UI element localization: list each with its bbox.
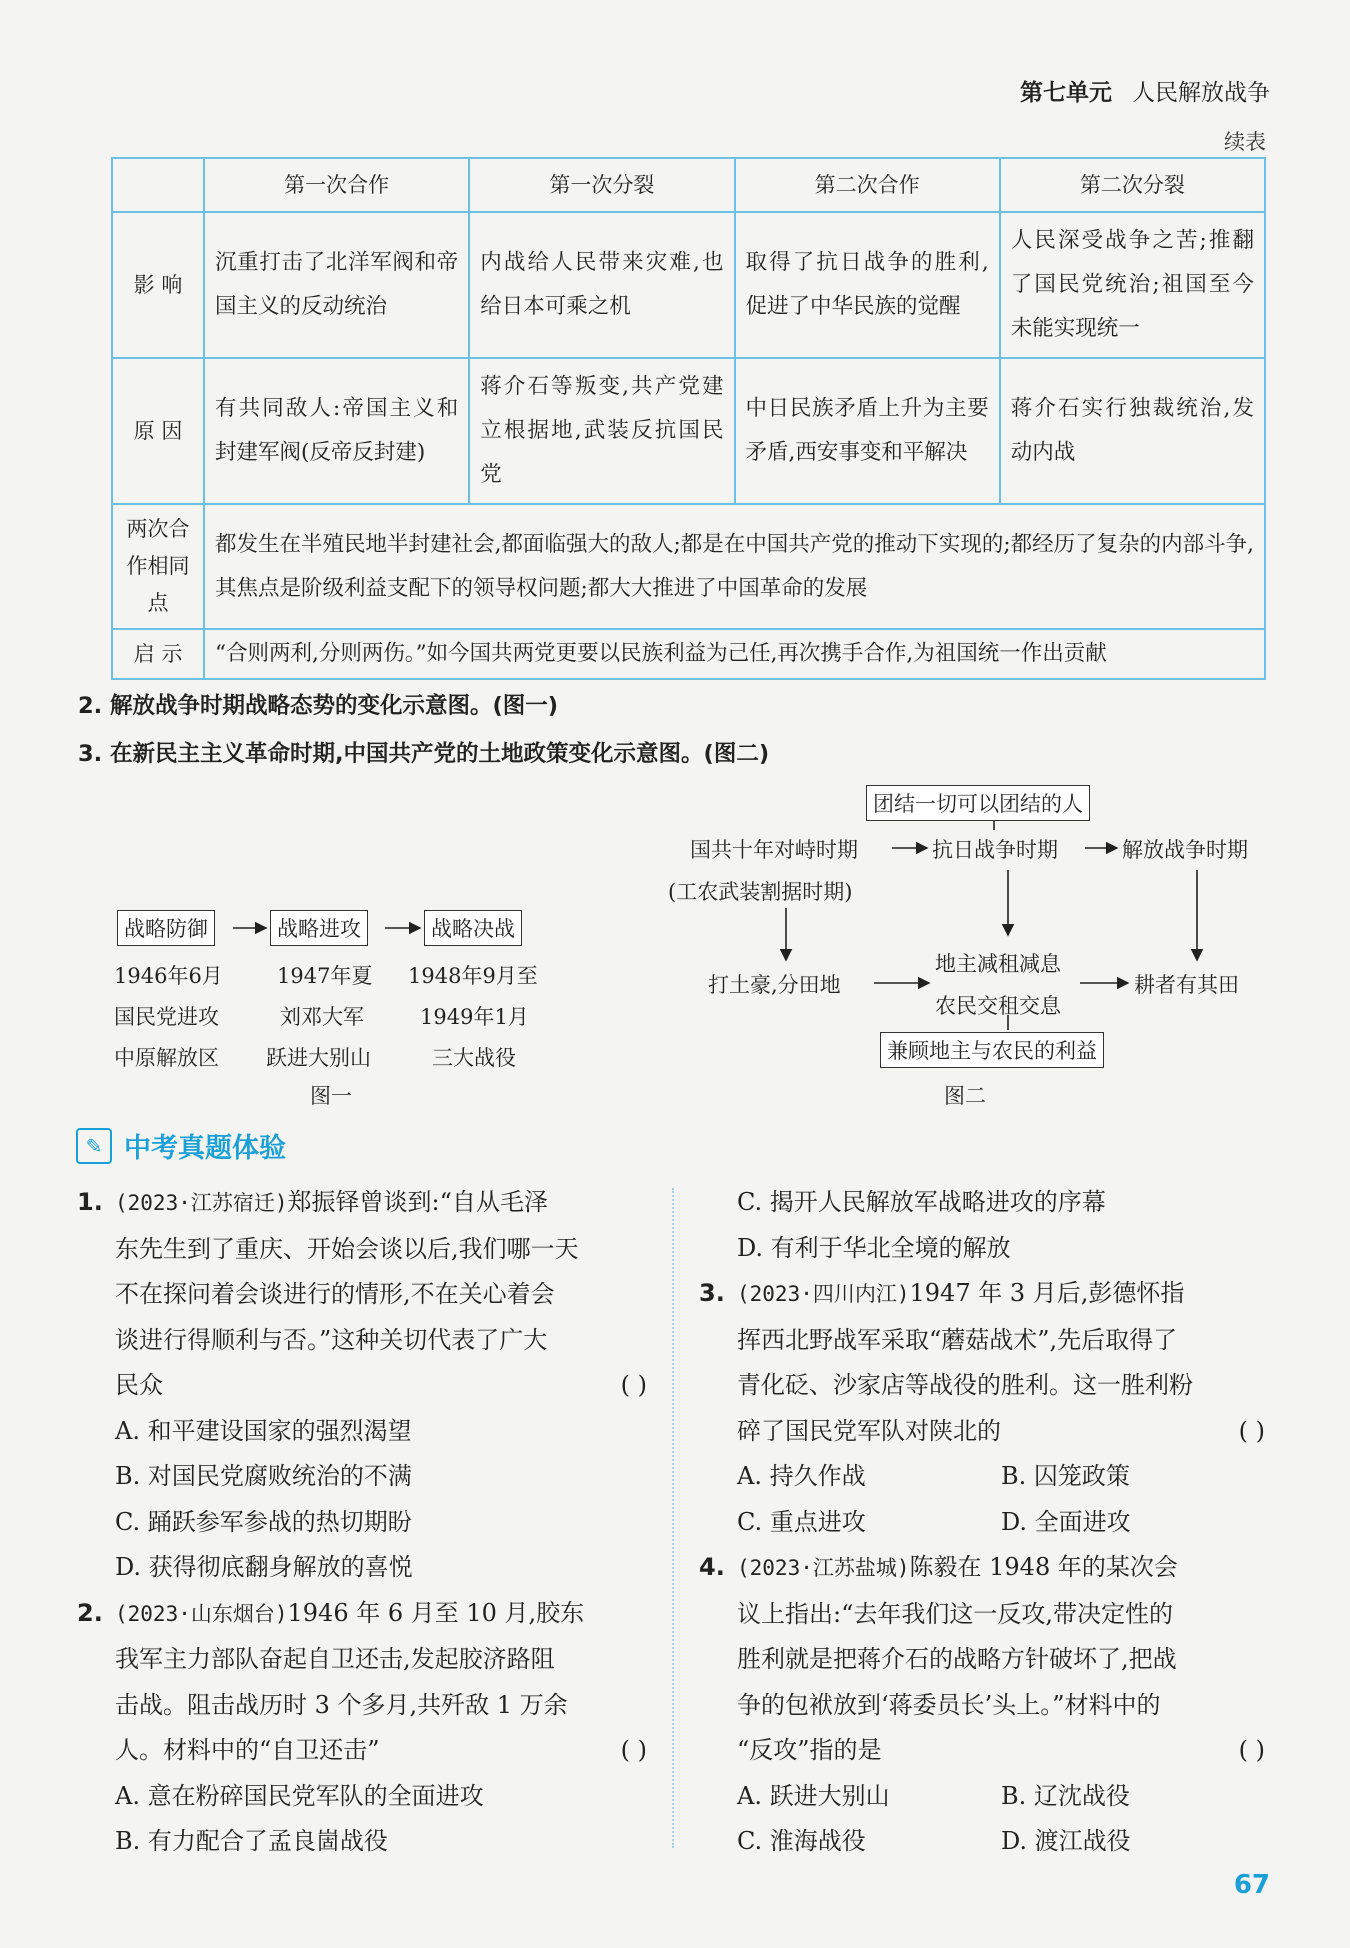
left-column: [77, 1180, 647, 1865]
fig2-sub-period: (工农武装割据时期): [668, 880, 853, 904]
option[interactable]: A. 意在粉碎国民党军队的全面进攻: [115, 1781, 484, 1810]
fig1-label: 国民党进攻: [114, 1005, 219, 1029]
option[interactable]: C. 重点进攻: [737, 1507, 866, 1536]
fig1-label: 跃进大别山: [266, 1046, 371, 1070]
section-title: 中考真题体验: [124, 1133, 286, 1164]
option[interactable]: D. 全面进攻: [1001, 1507, 1131, 1536]
table-cell: 沉重打击了北洋军阀和帝国主义的反动统治: [204, 212, 469, 358]
table-cell: “合则两利,分则两伤。”如今国共两党更要以民族利益为己任,再次携手合作,为祖国统一作出贡献: [204, 629, 1265, 679]
row-label: 影 响: [112, 212, 204, 358]
table-cell: 取得了抗日战争的胜利,促进了中华民族的觉醒: [735, 212, 1000, 358]
fig2-policy: 打土豪,分田地: [708, 973, 841, 997]
table-cell: 蒋介石等叛变,共产党建立根据地,武装反抗国民党: [469, 358, 734, 504]
fig1-label: 刘邓大军: [280, 1005, 364, 1029]
option[interactable]: D. 有利于华北全境的解放: [737, 1233, 1011, 1262]
option[interactable]: C. 踊跃参军参战的热切期盼: [115, 1507, 412, 1536]
unit-label: 第七单元: [1020, 80, 1112, 106]
table-header: 第一次分裂: [469, 158, 734, 212]
row-label: 原 因: [112, 358, 204, 504]
question-1: 1. (2023·江苏宿迁)郑振铎曾谈到:“自从毛泽 东先生到了重庆、开始会谈以后,我们哪一天 不在探问着会谈进行的情形,不在关心着会 谈进行得顺利与否。”这种关切代表了广大 民众 ( ) A. 和平建设国家的强烈渴望 B. 对国民党腐败统治的不满 C. 踊跃参军参战的热切期盼 D. 获得彻底翻身解放的喜悦: [115, 1180, 647, 1591]
unit-title: 人民解放战争: [1132, 80, 1270, 106]
question-2: 2. (2023·山东烟台)1946 年 6 月至 10 月,胶东 我军主力部队奋起自卫还击,发起胶济路阻 击战。阻击战历时 3 个多月,共歼敌 1 万余 人。材料中的“自卫还击” ( ) A. 意在粉碎国民党军队的全面进攻 B. 有力配合了孟良崮战役: [115, 1591, 647, 1865]
answer-bracket[interactable]: ( ): [620, 1371, 647, 1399]
fig1-box-defense: 战略防御: [117, 910, 215, 946]
option[interactable]: D. 渡江战役: [1001, 1827, 1131, 1855]
option[interactable]: C. 淮海战役: [737, 1827, 866, 1855]
list-item: 2. 解放战争时期战略态势的变化示意图。(图一): [78, 693, 559, 719]
fig1-label: 1948年9月至: [408, 964, 538, 988]
option[interactable]: D. 获得彻底翻身解放的喜悦: [115, 1553, 413, 1581]
right-column: [699, 1180, 1265, 1865]
question-4: 4. (2023·江苏盐城)陈毅在 1948 年的某次会 议上指出:“去年我们这一反攻,带决定性的 胜利就是把蒋介石的战略方针破坏了,把战 争的包袱放到‘蒋委员长’头上。”材料中的 “反攻”指的是 ( ) A. 跃进大别山 B. 辽沈战役 C. 淮海战役 D. 渡江战役: [737, 1545, 1265, 1865]
continued-label: 续表: [1224, 130, 1266, 154]
table-cell: 中日民族矛盾上升为主要矛盾,西安事变和平解决: [735, 358, 1000, 504]
fig2-bottom-box: 兼顾地主与农民的利益: [880, 1032, 1104, 1068]
fig1-label: 1947年夏: [277, 964, 373, 988]
fig1-label: 三大战役: [432, 1046, 516, 1070]
fig2-policy: 地主减租减息: [935, 952, 1061, 976]
answer-bracket[interactable]: ( ): [1238, 1416, 1265, 1445]
fig1-label: 中原解放区: [114, 1046, 219, 1070]
answer-bracket[interactable]: ( ): [620, 1736, 647, 1764]
fig1-box-decisive: 战略决战: [424, 910, 522, 946]
fig2-period: 解放战争时期: [1122, 838, 1248, 862]
option[interactable]: B. 对国民党腐败统治的不满: [115, 1462, 412, 1490]
option[interactable]: A. 持久作战: [737, 1462, 866, 1490]
fig2-policy: 耕者有其田: [1134, 973, 1239, 997]
fig1-caption: 图一: [310, 1084, 352, 1108]
option[interactable]: A. 跃进大别山: [737, 1781, 890, 1810]
option[interactable]: A. 和平建设国家的强烈渴望: [115, 1416, 412, 1445]
exam-icon: ✎: [76, 1128, 112, 1164]
table-cell: 都发生在半殖民地半封建社会,都面临强大的敌人;都是在中国共产党的推动下实现的;都经历了复杂的内部斗争,其焦点是阶级利益支配下的领导权问题;都大大推进了中国革命的发展: [204, 504, 1265, 629]
page-number: 67: [1233, 1870, 1270, 1900]
table-cell: 内战给人民带来灾难,也给日本可乘之机: [469, 212, 734, 358]
table-header: 第二次合作: [735, 158, 1000, 212]
row-label: 启 示: [112, 629, 204, 679]
option[interactable]: B. 囚笼政策: [1001, 1462, 1130, 1490]
table-header: 第二次分裂: [1000, 158, 1265, 212]
list-item: 3. 在新民主主义革命时期,中国共产党的土地政策变化示意图。(图二): [78, 741, 770, 767]
option[interactable]: B. 有力配合了孟良崮战役: [115, 1827, 388, 1855]
answer-bracket[interactable]: ( ): [1238, 1736, 1265, 1764]
fig2-policy: 农民交租交息: [935, 994, 1061, 1018]
fig2-top-box: 团结一切可以团结的人: [866, 785, 1090, 821]
table-cell: 人民深受战争之苦;推翻了国民党统治;祖国至今未能实现统一: [1000, 212, 1265, 358]
table-cell: 蒋介石实行独裁统治,发动内战: [1000, 358, 1265, 504]
fig2-period: 抗日战争时期: [932, 838, 1058, 862]
column-divider: [672, 1188, 674, 1848]
option[interactable]: C. 揭开人民解放军战略进攻的序幕: [737, 1188, 1106, 1216]
fig1-box-offense: 战略进攻: [270, 910, 368, 946]
table-header: 第一次合作: [204, 158, 469, 212]
table-cell: 有共同敌人:帝国主义和封建军阀(反帝反封建): [204, 358, 469, 504]
fig2-period: 国共十年对峙时期: [690, 838, 858, 862]
option[interactable]: B. 辽沈战役: [1001, 1781, 1130, 1810]
question-3: 3. (2023·四川内江)1947 年 3 月后,彭德怀指 挥西北野战军采取“蘑菇战术”,先后取得了 青化砭、沙家店等战役的胜利。这一胜利粉 碎了国民党军队对陕北的 ( ) A. 持久作战 B. 囚笼政策 C. 重点进攻 D. 全面进攻: [737, 1271, 1265, 1545]
row-label: 两次合作相同点: [112, 504, 204, 629]
fig2-caption: 图二: [944, 1084, 986, 1108]
fig1-label: 1949年1月: [420, 1005, 529, 1029]
fig1-label: 1946年6月: [114, 964, 223, 988]
